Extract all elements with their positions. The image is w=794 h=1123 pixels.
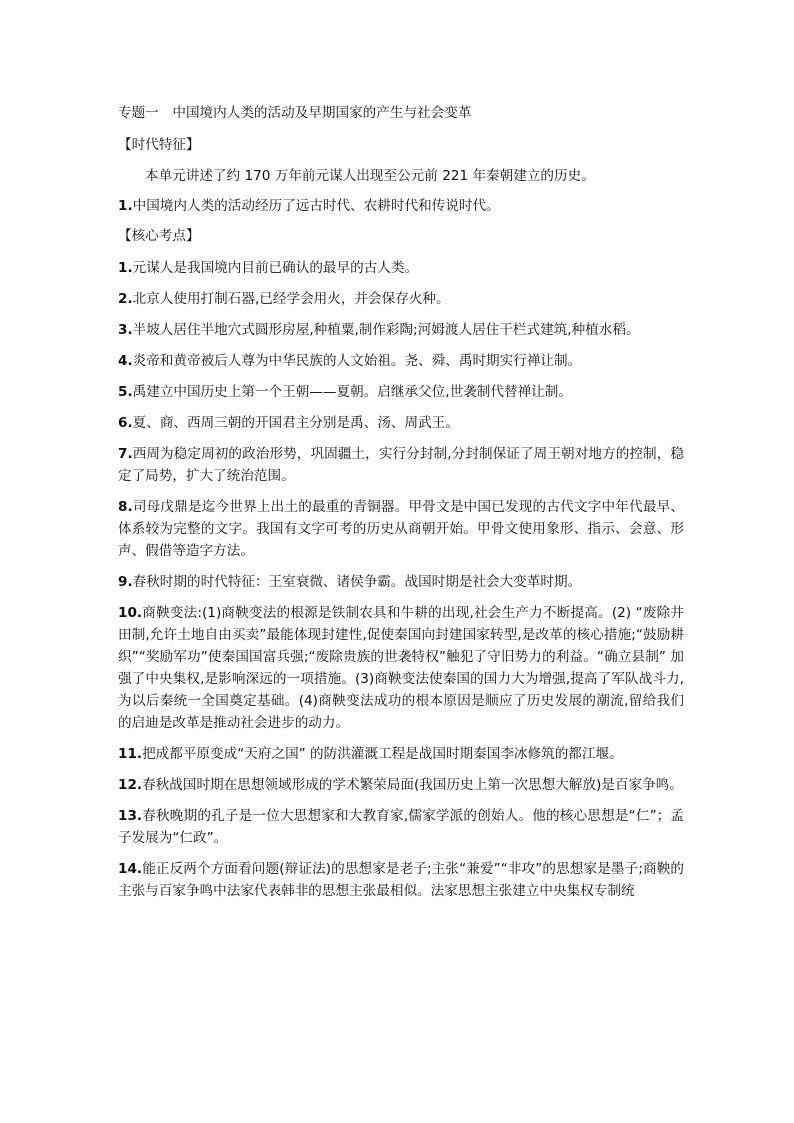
- core-point: [118, 381, 684, 403]
- point-text: 炎帝和黄帝被后人尊为中华民族的人文始祖。尧、舜、禹时期实行禅让制。: [132, 353, 582, 369]
- section-heading-core: 【核心考点】: [118, 228, 200, 244]
- point-number: 11.: [118, 746, 143, 762]
- core-point: [118, 743, 684, 765]
- point-number: 3.: [118, 322, 133, 338]
- point-number: 2.: [118, 291, 133, 307]
- point-number: 14.: [118, 861, 143, 877]
- point-text: 司母戊鼎是迄今世界上出土的最重的青铜器。甲骨文是中国已发现的古代文字中年代最早、体系较为完整的文字。我国有文字可考的历史从商朝开始。甲骨文使用象形、指示、会意、形声、假借等造字方法。: [118, 499, 684, 559]
- document-page: [118, 103, 684, 911]
- point-number: 5.: [118, 384, 133, 400]
- section-heading-era: 【时代特征】: [118, 137, 200, 153]
- core-point: [118, 257, 684, 279]
- point-number: 8.: [118, 499, 133, 515]
- point-number: 1.: [118, 198, 133, 214]
- document-title: 专题一 中国境内人类的活动及早期国家的产生与社会变革: [118, 105, 472, 121]
- point-text: 西周为稳定周初的政治形势，巩固疆土，实行分封制,分封制保证了周王朝对地方的控制，稳定了局势，扩大了统治范围。: [118, 446, 684, 484]
- point-text: 春秋时期的时代特征：王室衰微、诸侯争霸。战国时期是社会大变革时期。: [132, 574, 582, 590]
- core-point: [118, 412, 684, 434]
- point-text: 半坡人居住半地穴式圆形房屋,种植粟,制作彩陶;河姆渡人居住干栏式建筑,种植水稻。: [132, 322, 640, 338]
- point-number: 1.: [118, 260, 133, 276]
- point-text: 北京人使用打制石器,已经学会用火，并会保存火种。: [132, 291, 450, 307]
- point-text: 禹建立中国历史上第一个王朝——夏朝。启继承父位,世袭制代替禅让制。: [132, 384, 572, 400]
- point-number: 13.: [118, 808, 143, 824]
- point-text: 夏、商、西周三朝的开国君主分别是禹、汤、周武王。: [132, 415, 459, 431]
- point-text: 商鞅变法:(1)商鞅变法的根源是铁制农具和牛耕的出现,社会生产力不断提高。(2) “废除井田制,允许土地自由买卖”最能体现封建性,促使秦国向封建国家转型,是改革的核心措施;“鼓励耕织”“奖励军功”使秦国国富兵强;“废除贵族的世袭特权”触犯了守旧势力的利益。“确立县制” 加强了中央集权,是影响深远的一项措施。(3)商鞅变法使秦国的国力大为增强,提高了军队战斗力,为以后秦统一全国奠定基础。(4)商鞅变法成功的根本原因是顺应了历史发展的潮流,留给我们的启迪是改革是推动社会进步的动力。: [118, 605, 684, 731]
- core-point: [118, 496, 684, 562]
- core-point: [118, 602, 684, 734]
- point-number: 9.: [118, 574, 133, 590]
- point-text: 春秋晚期的孔子是一位大思想家和大教育家,儒家学派的创始人。他的核心思想是“仁”；孟子发展为“仁政”。: [118, 808, 684, 846]
- core-point: [118, 774, 684, 796]
- point-text: 把成都平原变成“天府之国” 的防洪灌溉工程是战国时期秦国李冰修筑的都江堰。: [142, 746, 623, 762]
- era-point: [118, 196, 684, 216]
- core-point: [118, 319, 684, 341]
- core-point: [118, 350, 684, 372]
- core-point: [118, 288, 684, 310]
- point-number: 7.: [118, 446, 133, 462]
- point-text: 春秋战国时期在思想领域形成的学术繁荣局面(我国历史上第一次思想大解放)是百家争鸣。: [142, 777, 683, 793]
- point-text: 能正反两个方面看问题(辩证法)的思想家是老子;主张“兼爱”“非攻”的思想家是墨子;商鞅的主张与百家争鸣中法家代表韩非的思想主张最相似。法家思想主张建立中央集权专制统: [118, 861, 684, 899]
- point-number: 4.: [118, 353, 133, 369]
- core-point: [118, 571, 684, 593]
- point-number: 10.: [118, 605, 143, 621]
- core-point: [118, 858, 684, 902]
- point-number: 6.: [118, 415, 133, 431]
- point-text: 元谋人是我国境内目前已确认的最早的古人类。: [132, 260, 419, 276]
- point-number: 12.: [118, 777, 143, 793]
- intro-paragraph: 本单元讲述了约 170 万年前元谋人出现至公元前 221 年秦朝建立的历史。: [145, 168, 595, 184]
- core-point: [118, 443, 684, 487]
- point-text: 中国境内人类的活动经历了远古时代、农耕时代和传说时代。: [132, 198, 500, 214]
- core-point: [118, 805, 684, 849]
